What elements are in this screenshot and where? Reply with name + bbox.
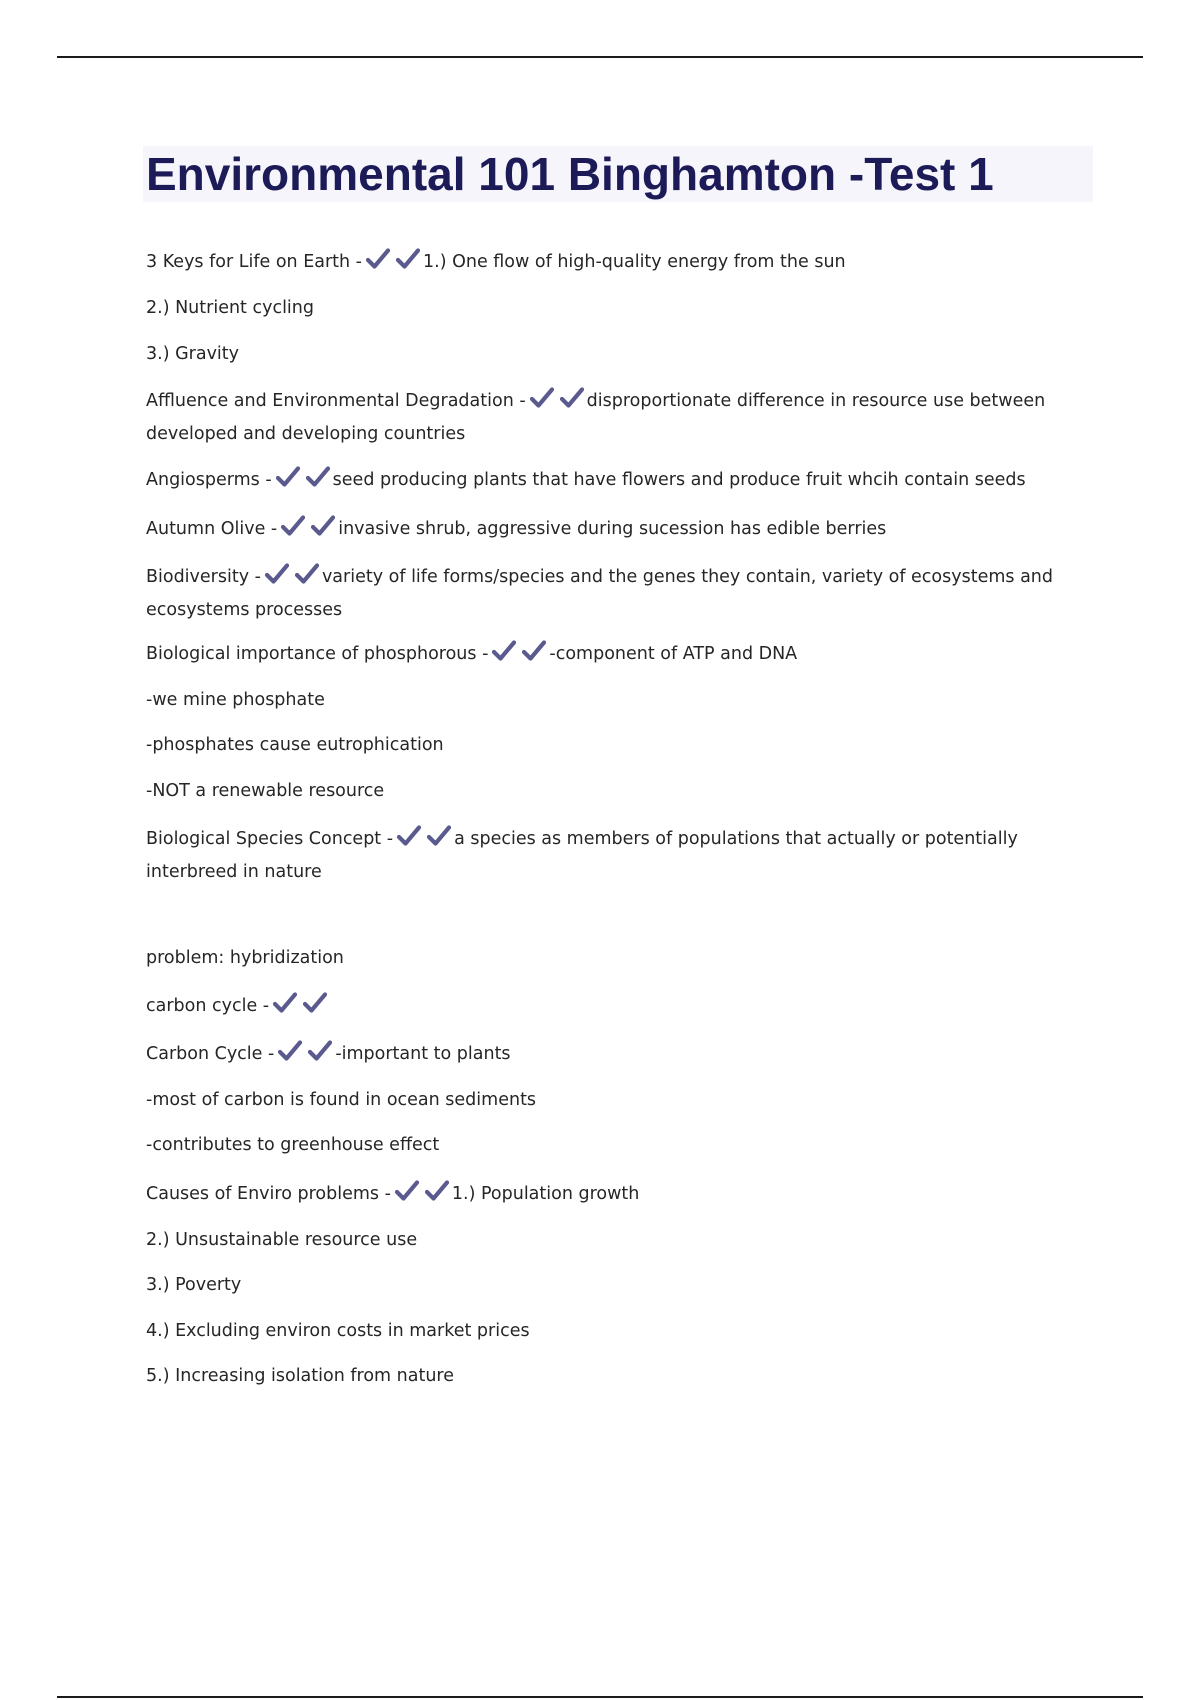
check-icon [522,640,546,662]
entry-term: Autumn Olive - [146,519,278,539]
check-icon [366,248,390,270]
check-icon [295,563,319,585]
entry-line: problem: hybridization [146,948,344,968]
check-icon [396,248,420,270]
entry-line [146,465,1086,498]
check-pair [397,825,451,857]
entry-line: -NOT a renewable resource [146,781,385,801]
entry-term: Biological Species Concept - [146,829,394,849]
check-pair [276,466,330,498]
check-icon [427,825,451,847]
check-icon [560,387,584,409]
check-icon [397,825,421,847]
entry-line: -phosphates cause eutrophication [146,735,444,755]
entry-term: carbon cycle - [146,996,270,1016]
entry-line: 4.) Excluding environ costs in market prices [146,1321,530,1341]
entry-line [146,1179,1086,1212]
check-pair [265,563,319,595]
check-icon [492,640,516,662]
check-icon [276,466,300,488]
entry-term: Affluence and Environmental Degradation - [146,391,526,411]
entry-line [146,562,1086,625]
entry-line: 2.) Unsustainable resource use [146,1230,418,1250]
check-icon [311,515,335,537]
entry-definition: seed producing plants that have flowers and produce fruit whcih contain seeds [332,470,1026,490]
entry-term: Angiosperms - [146,470,272,490]
entry-definition: a species as members of populations that actually or potentially interbreed in nature [146,829,1018,882]
entry-line [146,386,1086,449]
check-icon [395,1180,419,1202]
entry-line [146,247,1086,280]
entry-line: -most of carbon is found in ocean sediments [146,1090,537,1110]
entry-term: 3 Keys for Life on Earth - [146,252,362,272]
entry-line: -contributes to greenhouse effect [146,1135,440,1155]
check-icon [306,466,330,488]
entry-line [146,824,1086,887]
entry-line: -we mine phosphate [146,690,325,710]
entry-term: Biological importance of phosphorous - [146,644,489,664]
check-icon [425,1180,449,1202]
check-icon [265,563,289,585]
check-icon [281,515,305,537]
top-rule [57,56,1143,58]
entry-definition: variety of life forms/species and the genes they contain, variety of ecosystems and ecosystems processes [146,567,1054,620]
check-icon [278,1040,302,1062]
page-title: Environmental 101 Binghamton -Test 1 [146,148,994,200]
check-pair [492,640,546,672]
entry-line [146,514,1086,547]
entry-line: 2.) Nutrient cycling [146,298,314,318]
check-pair [273,992,327,1024]
entry-term: Causes of Enviro problems - [146,1184,391,1204]
entry-definition: 1.) One flow of high-quality energy from the sun [423,252,846,272]
check-pair [366,248,420,280]
entry-definition: disproportionate difference in resource use between developed and developing countries [146,391,1046,444]
entry-line [146,639,1086,672]
entry-line [146,1039,1086,1072]
bottom-rule [57,1696,1143,1698]
entry-definition: invasive shrub, aggressive during sucession has edible berries [338,519,887,539]
check-pair [278,1040,332,1072]
entry-definition: 1.) Population growth [451,1184,640,1204]
entry-definition: -component of ATP and DNA [549,644,798,664]
entry-definition: -important to plants [335,1044,511,1064]
check-pair [281,515,335,547]
check-icon [308,1040,332,1062]
check-pair [530,387,584,419]
entry-line: 5.) Increasing isolation from nature [146,1366,454,1386]
entry-term: Biodiversity - [146,567,261,587]
check-pair [395,1180,449,1212]
entry-line [146,991,1086,1024]
check-icon [530,387,554,409]
entry-line: 3.) Poverty [146,1275,242,1295]
check-icon [303,992,327,1014]
entry-line: 3.) Gravity [146,344,240,364]
entry-term: Carbon Cycle - [146,1044,275,1064]
check-icon [273,992,297,1014]
